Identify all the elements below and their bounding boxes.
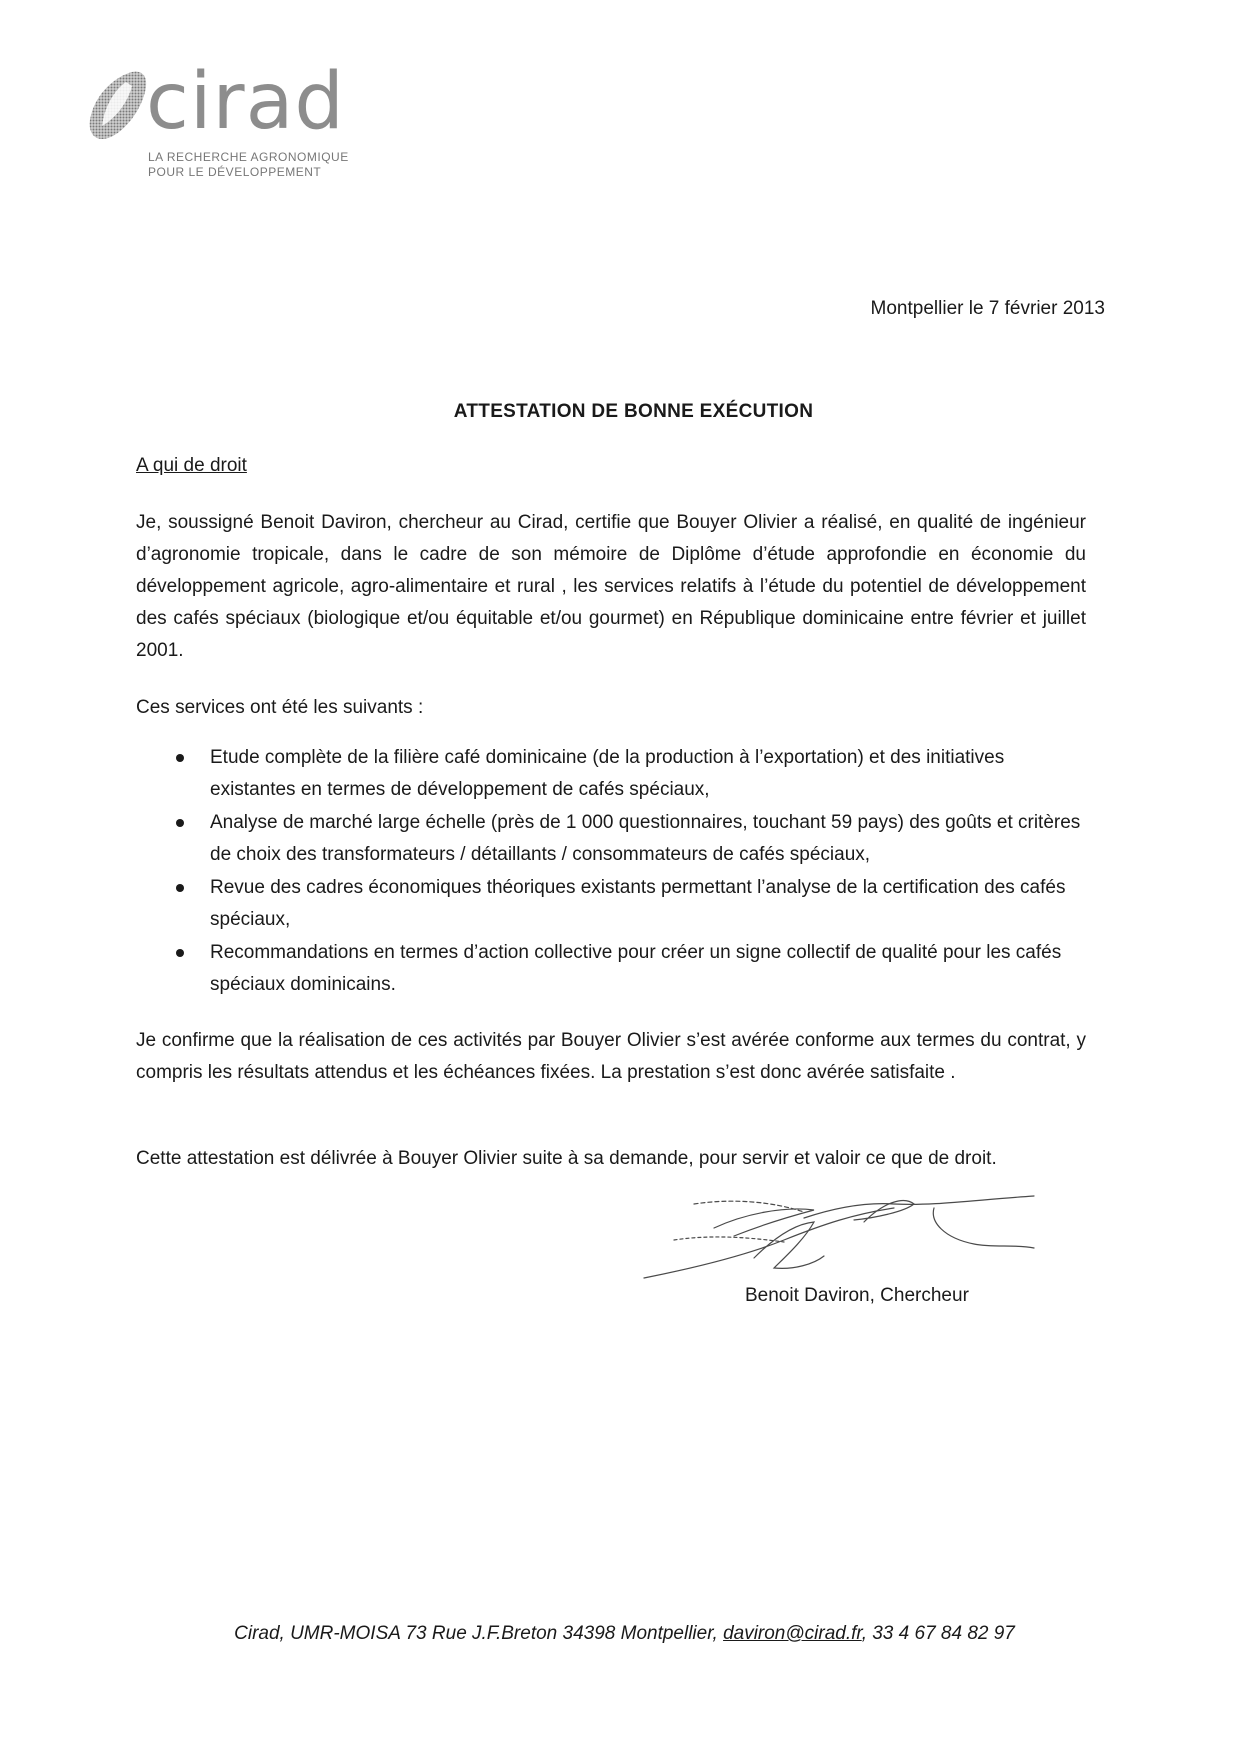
signer-name: Benoit Daviron, Chercheur [745,1285,969,1306]
salutation: A qui de droit [136,455,247,476]
handwritten-signature [634,1178,1054,1288]
cirad-logo [86,57,386,192]
list-item: Revue des cadres économiques théoriques existants permettant l’analyse de la certification des cafés spéciaux, [136,872,1086,936]
paragraph-certification: Je, soussigné Benoit Daviron, chercheur au Cirad, certifie que Bouyer Olivier a réalisé, en qualité de ingénieur d’agronomie tropicale, dans le cadre de son mémoire de Diplôme d’étude approfondie en économie du développement agricole, agro-alimentaire et rural , les services relatifs à l’étude du potentiel de développement des cafés spéciaux (biologique et/ou équitable et/ou gourmet) en République dominicaine entre février et juillet 2001. [136,512,1086,661]
bullet-icon [176,754,184,762]
letter-title: ATTESTATION DE BONNE EXÉCUTION [453,401,814,422]
list-item: Recommandations en termes d’action collective pour créer un signe collectif de qualité pour les cafés spéciaux dominicains. [136,937,1086,1001]
logo-tagline-line-1: LA RECHERCHE AGRONOMIQUE [148,150,349,164]
bullet-icon [176,819,184,827]
bullet-icon [176,884,184,892]
letter-date: Montpellier le 7 février 2013 [870,298,1105,319]
logo-tagline-line-2: POUR LE DÉVELOPPEMENT [148,165,322,179]
footer-phone: , 33 4 67 84 82 97 [861,1623,1015,1644]
footer-email-link[interactable]: daviron@cirad.fr [723,1623,862,1644]
list-item: Analyse de marché large échelle (près de 1 000 questionnaires, touchant 59 pays) des goûts et critères de choix des transformateurs / détaillants / consommateurs de cafés spéciaux, [136,807,1086,871]
cirad-leaf-icon [86,68,150,144]
footer-contact [0,1623,1239,1645]
logo-wordmark: cirad [146,57,345,147]
services-list [136,742,1086,1002]
footer-address: Cirad, UMR-MOISA 73 Rue J.F.Breton 34398 Montpellier, [234,1623,724,1644]
paragraph-delivery: Cette attestation est délivrée à Bouyer Olivier suite à sa demande, pour servir et valoir ce que de droit. [136,1148,997,1169]
paragraph-confirmation: Je confirme que la réalisation de ces activités par Bouyer Olivier s’est avérée conforme aux termes du contrat, y compris les résultats attendus et les échéances fixées. La prestation s’est donc avérée satisfaite . [136,1030,1086,1083]
paragraph-services-intro: Ces services ont été les suivants : [136,697,424,718]
list-item: Etude complète de la filière café dominicaine (de la production à l’exportation) et des initiatives existantes en termes de développement de cafés spéciaux, [136,742,1086,806]
bullet-icon [176,949,184,957]
logo-tagline [148,150,349,180]
